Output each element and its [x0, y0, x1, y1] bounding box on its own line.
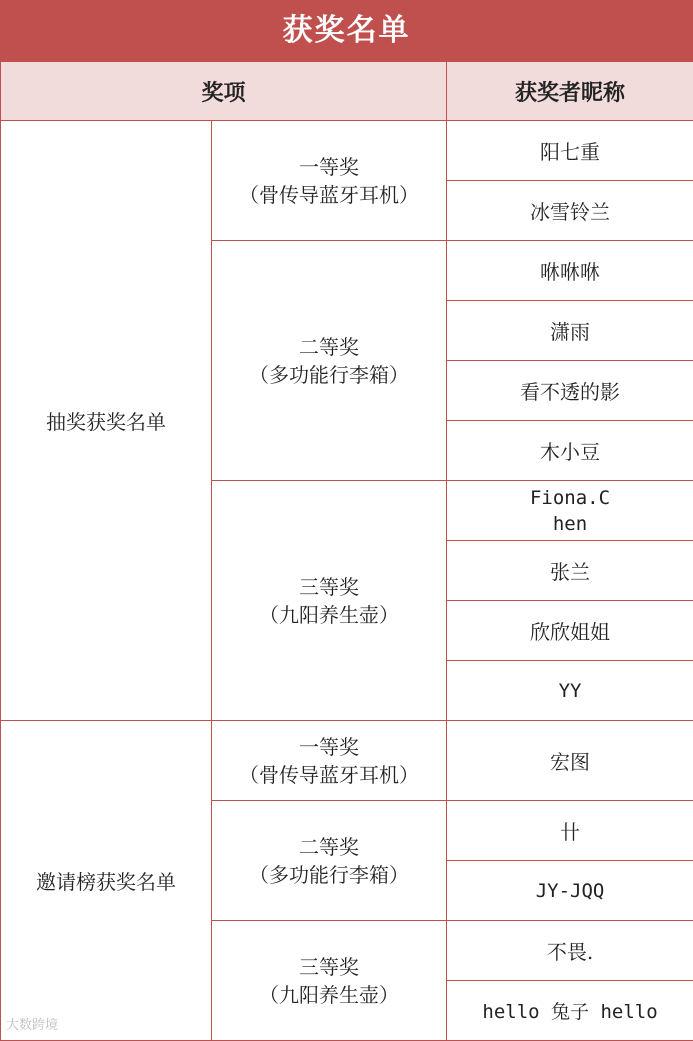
- prize-item: （多功能行李箱）: [249, 362, 409, 387]
- winner-cell: 潇雨: [447, 301, 693, 361]
- watermark-text: 大数跨境: [6, 1018, 59, 1033]
- table-row: [1, 121, 693, 181]
- winner-cell: 咻咻咻: [447, 241, 693, 301]
- winner-cell: 欣欣姐姐: [447, 601, 693, 661]
- section-name: 邀请榜获奖名单: [1, 721, 212, 1041]
- winners-table: [0, 61, 693, 1041]
- page-title: 获奖名单: [0, 0, 693, 61]
- winner-cell: 冰雪铃兰: [447, 181, 693, 241]
- table-row: [1, 721, 693, 801]
- winner-cell: YY: [447, 661, 693, 721]
- prize-tier: 三等奖: [299, 954, 359, 979]
- header-prize: 奖项: [1, 62, 447, 121]
- winner-cell: 卄: [447, 801, 693, 861]
- prize-cell: [212, 481, 447, 721]
- header-row: [1, 62, 693, 121]
- winner-cell: hello 兔子 hello: [447, 981, 693, 1041]
- winner-cell: 木小豆: [447, 421, 693, 481]
- winner-cell: 张兰: [447, 541, 693, 601]
- prize-cell: [212, 121, 447, 241]
- prize-cell: [212, 801, 447, 921]
- winner-cell: 阳七重: [447, 121, 693, 181]
- winner-cell: 不畏.: [447, 921, 693, 981]
- winner-cell: JY-JQQ: [447, 861, 693, 921]
- prize-item: （九阳养生壶）: [259, 982, 399, 1007]
- section-name: 抽奖获奖名单: [1, 121, 212, 721]
- header-nickname: 获奖者昵称: [447, 62, 693, 121]
- prize-cell: [212, 921, 447, 1041]
- prize-item: （骨传导蓝牙耳机）: [239, 762, 419, 787]
- prize-item: （多功能行李箱）: [249, 862, 409, 887]
- prize-tier: 二等奖: [299, 334, 359, 359]
- winner-cell: 宏图: [447, 721, 693, 801]
- watermark-logo: [6, 1014, 58, 1033]
- prize-cell: [212, 721, 447, 801]
- prize-tier: 一等奖: [299, 734, 359, 759]
- prize-item: （九阳养生壶）: [259, 602, 399, 627]
- prize-tier: 一等奖: [299, 154, 359, 179]
- prize-cell: [212, 241, 447, 481]
- winner-cell: 看不透的影: [447, 361, 693, 421]
- winner-cell: Fiona.C hen: [447, 481, 693, 541]
- prize-tier: 三等奖: [299, 574, 359, 599]
- prize-item: （骨传导蓝牙耳机）: [239, 182, 419, 207]
- prize-tier: 二等奖: [299, 834, 359, 859]
